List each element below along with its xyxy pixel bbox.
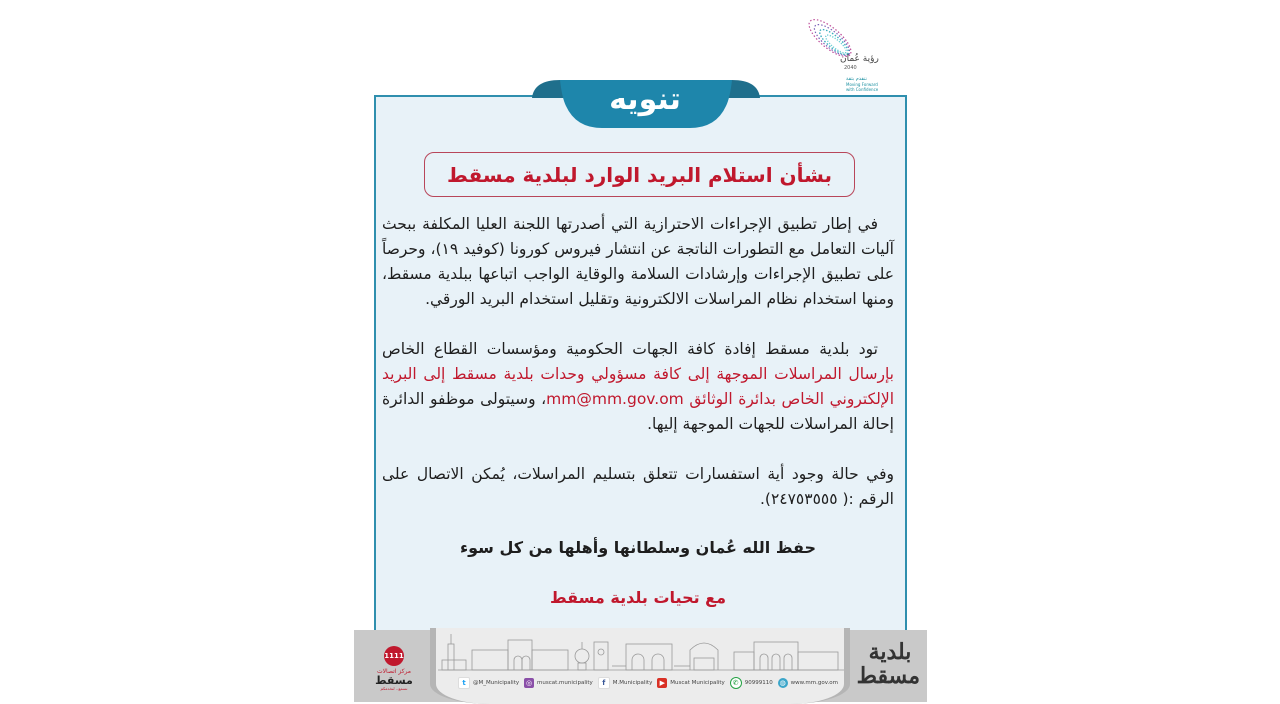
call-center-line3: نسمع.. لنخدمكم (380, 686, 408, 691)
oman-vision-2040-logo (800, 8, 890, 94)
paragraph-contact (382, 462, 894, 512)
paragraph-instructions-text-2: ، وسيتولى موظفو الدائرة إحالة المراسلات للجهات الموجهة إليها. (382, 390, 894, 433)
social-links (458, 676, 838, 690)
social-instagram-label: muscat.municipality (537, 680, 593, 686)
social-twitter-label: @M_Municipality (473, 680, 520, 686)
closing-prayer: حفظ الله عُمان وسلطانها وأهلها من كل سوء (459, 538, 817, 557)
paragraph-contact-text: وفي حالة وجود أية استفسارات تتعلق بتسليم المراسلات، يُمكن الاتصال على الرقم :( ٢٤٧٥٣٥٥٥). (382, 465, 894, 508)
call-center-line1: مركز اتصالات (376, 668, 412, 675)
instagram-icon: ◎ (525, 679, 533, 687)
muscat-skyline-icon (434, 630, 848, 672)
facebook-icon: f (598, 677, 610, 689)
social-instagram[interactable] (524, 678, 593, 688)
paragraph-intro (382, 212, 894, 312)
paragraph-instructions-highlight: بإرسال المراسلات الموجهة إلى كافة مسؤولي وحدات بلدية مسقط إلى البريد الإلكتروني الخاص بدائرة الوثائق mm@mm.gov.om (382, 365, 894, 408)
notice-heading: تنويه (609, 82, 681, 117)
social-facebook-label: M.Municipality (612, 680, 653, 686)
vision-year: 2040 (844, 65, 857, 71)
footer-banner (354, 630, 927, 702)
paragraph-instructions (382, 337, 894, 437)
social-facebook[interactable] (598, 677, 653, 689)
call-center-logo (370, 646, 418, 692)
paragraph-intro-text: في إطار تطبيق الإجراءات الاحترازية التي أصدرتها اللجنة العليا المكلفة ببحث آليات التعامل مع التطورات الناتجة عن انتشار فيروس كورونا (كوفيد ١٩)، وحرصاً على تطبيق الإجراءات وإرشادات السلامة والوقاية الواجب اتباعها ببلدية مسقط، ومنها استخدام نظام المراسلات الالكترونية وتقليل استخدام البريد الورقي. (382, 215, 894, 308)
youtube-icon: ▶ (657, 678, 667, 688)
twitter-icon: t (458, 677, 470, 689)
social-youtube-label: Muscat Municipality (670, 680, 725, 686)
social-website-label: www.mm.gov.om (790, 680, 838, 686)
closing-signature: مع تحيات بلدية مسقط (549, 588, 727, 607)
social-twitter[interactable] (458, 677, 519, 689)
muscat-municipality-logo: بلدية مسقط (856, 639, 920, 689)
social-whatsapp[interactable] (730, 677, 773, 689)
social-youtube[interactable] (657, 678, 725, 688)
call-center-line2: مسقط (375, 674, 413, 687)
whatsapp-icon: ✆ (730, 677, 742, 689)
social-website[interactable] (778, 678, 838, 688)
web-icon: ◍ (779, 679, 786, 687)
paragraph-instructions-text-1: تود بلدية مسقط إفادة كافة الجهات الحكومية ومؤسسات القطاع الخاص (382, 340, 878, 358)
subject-title: بشأن استلام البريد الوارد لبلدية مسقط (447, 162, 832, 187)
vision-subtitle-en-1: Moving Forward (846, 82, 878, 87)
subject-box (424, 152, 855, 197)
social-whatsapp-label: 90999110 (744, 680, 773, 686)
call-center-number: 1111 (384, 646, 404, 666)
vision-title: رؤية عُمان (840, 54, 879, 64)
vision-subtitle-ar: نتقدم بثقة (846, 76, 867, 82)
vision-subtitle-en-2: with Confidence (846, 87, 879, 92)
